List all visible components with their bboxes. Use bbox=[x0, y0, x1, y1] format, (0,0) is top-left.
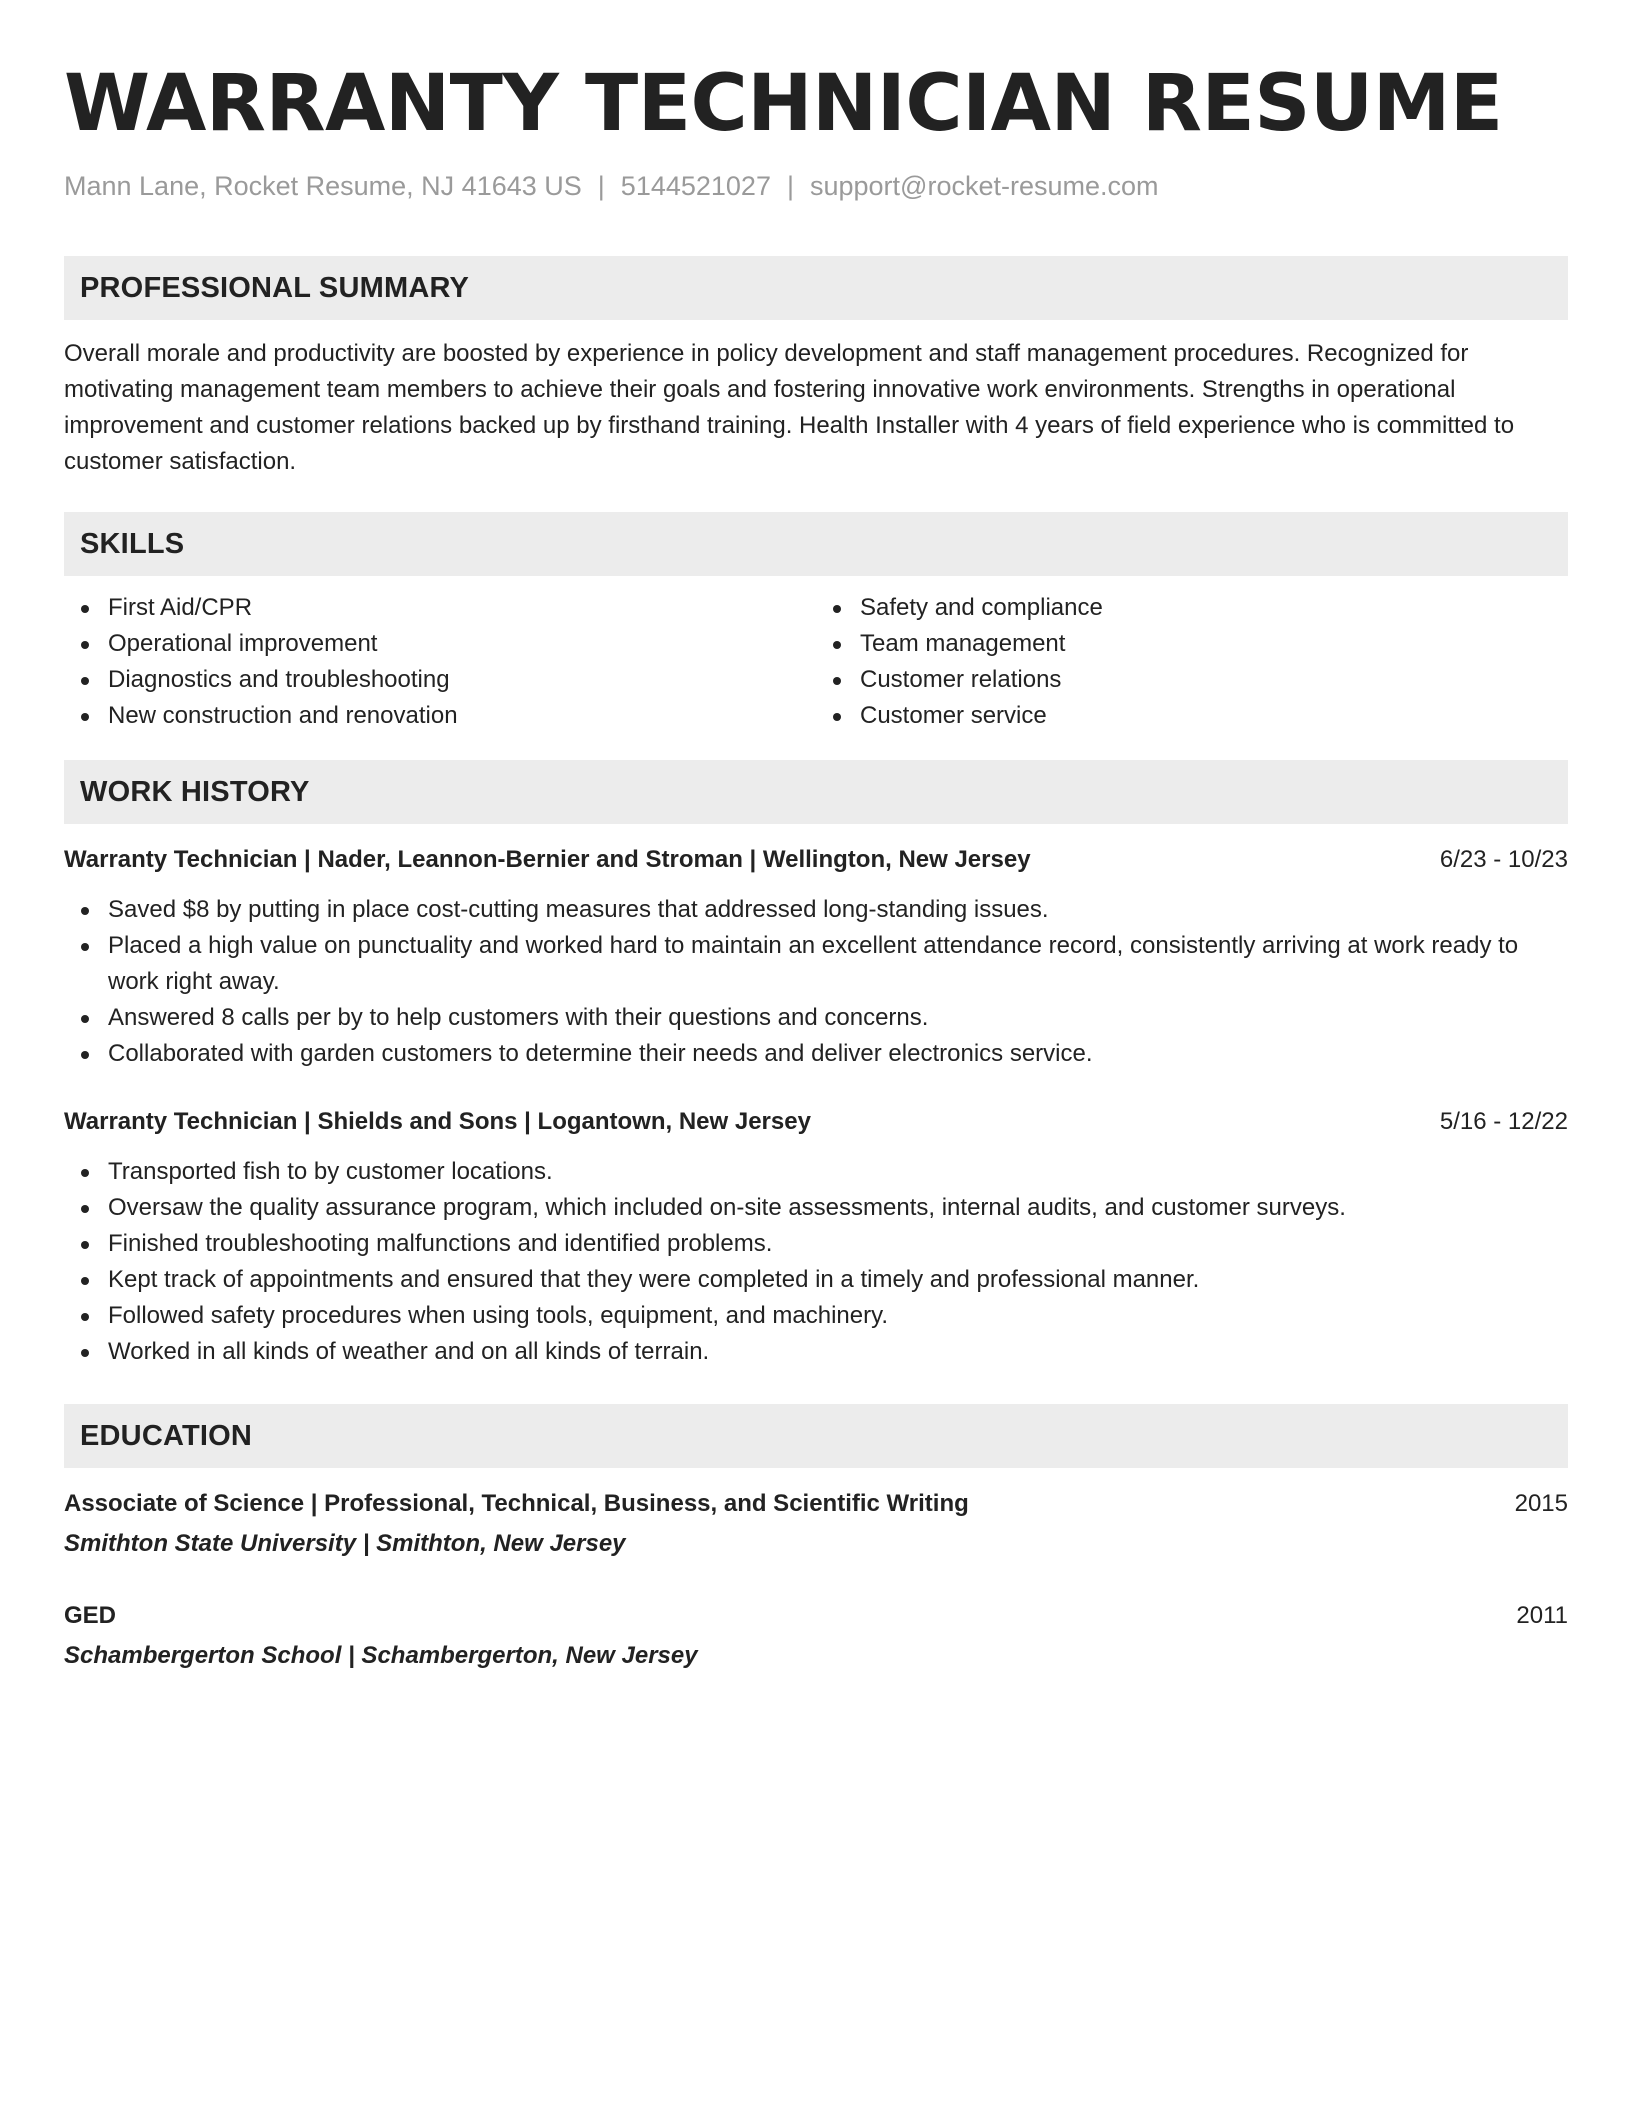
job-header bbox=[64, 1104, 1568, 1140]
contact-separator: | bbox=[597, 171, 605, 201]
job-entry bbox=[64, 842, 1568, 1072]
job-bullet: Placed a high value on punctuality and worked hard to maintain an excellent attendance record, consistently arriving at work ready to work right away. bbox=[64, 928, 1568, 1000]
skills-heading: SKILLS bbox=[80, 527, 185, 560]
skill-item: First Aid/CPR bbox=[64, 590, 816, 626]
skills-column-left bbox=[64, 590, 816, 734]
education-header bbox=[64, 1598, 1568, 1634]
job-dates: 5/16 - 12/22 bbox=[1439, 1108, 1568, 1135]
contact-address: Mann Lane, Rocket Resume, NJ 41643 US bbox=[64, 171, 582, 201]
skill-item: Diagnostics and troubleshooting bbox=[64, 662, 816, 698]
job-bullet: Followed safety procedures when using tools, equipment, and machinery. bbox=[64, 1298, 1568, 1334]
skill-item: New construction and renovation bbox=[64, 698, 816, 734]
skill-item: Team management bbox=[816, 626, 1568, 662]
job-bullet: Worked in all kinds of weather and on all kinds of terrain. bbox=[64, 1334, 1568, 1370]
education-school: Smithton State University | Smithton, New Jersey bbox=[64, 1530, 626, 1557]
education-entry bbox=[64, 1598, 1568, 1674]
job-bullet: Finished troubleshooting malfunctions and identified problems. bbox=[64, 1226, 1568, 1262]
job-bullet: Transported fish to by customer locations. bbox=[64, 1154, 1568, 1190]
education-header bbox=[64, 1486, 1568, 1522]
job-bullet: Saved $8 by putting in place cost-cutting measures that addressed long-standing issues. bbox=[64, 892, 1568, 928]
job-bullet: Kept track of appointments and ensured that they were completed in a timely and professional manner. bbox=[64, 1262, 1568, 1298]
contact-email[interactable]: support@rocket-resume.com bbox=[809, 171, 1159, 201]
work-heading: WORK HISTORY bbox=[80, 775, 310, 808]
work-section-header bbox=[64, 760, 1568, 824]
summary-heading: PROFESSIONAL SUMMARY bbox=[80, 271, 470, 304]
skill-item: Operational improvement bbox=[64, 626, 816, 662]
skill-item: Safety and compliance bbox=[816, 590, 1568, 626]
job-bullets bbox=[64, 1154, 1568, 1370]
education-degree: Associate of Science | Professional, Technical, Business, and Scientific Writing bbox=[64, 1490, 969, 1517]
education-degree: GED bbox=[64, 1602, 117, 1629]
education-section-header bbox=[64, 1404, 1568, 1468]
skill-item: Customer relations bbox=[816, 662, 1568, 698]
summary-text: Overall morale and productivity are boosted by experience in policy development and staff management procedures. Recognized for motivating management team members to achieve their goals and fostering innovative work environments. Strengths in operational improvement and customer relations backed up by firsthand training. Health Installer with 4 years of field experience who is committed to customer satisfaction. bbox=[64, 340, 1515, 475]
job-title: Warranty Technician | Nader, Leannon-Bernier and Stroman | Wellington, New Jersey bbox=[64, 846, 1031, 873]
summary-section-header bbox=[64, 256, 1568, 320]
job-bullet: Answered 8 calls per by to help customers with their questions and concerns. bbox=[64, 1000, 1568, 1036]
job-bullets bbox=[64, 892, 1568, 1072]
contact-line bbox=[64, 168, 1568, 204]
skills-column-right bbox=[816, 590, 1568, 734]
contact-separator: | bbox=[786, 171, 794, 201]
job-bullet: Collaborated with garden customers to determine their needs and deliver electronics service. bbox=[64, 1036, 1568, 1072]
education-year: 2015 bbox=[1514, 1490, 1568, 1517]
skill-item: Customer service bbox=[816, 698, 1568, 734]
resume-title: WARRANTY TECHNICIAN RESUME bbox=[64, 59, 1503, 149]
education-school: Schambergerton School | Schambergerton, New Jersey bbox=[64, 1642, 698, 1669]
job-header bbox=[64, 842, 1568, 878]
job-dates: 6/23 - 10/23 bbox=[1439, 846, 1568, 873]
education-year: 2011 bbox=[1516, 1602, 1568, 1629]
contact-phone: 5144521027 bbox=[620, 171, 771, 201]
education-entry bbox=[64, 1486, 1568, 1562]
skills-grid bbox=[64, 590, 1568, 734]
job-title: Warranty Technician | Shields and Sons | Logantown, New Jersey bbox=[64, 1108, 811, 1135]
skills-section-header bbox=[64, 512, 1568, 576]
job-entry bbox=[64, 1104, 1568, 1370]
job-bullet: Oversaw the quality assurance program, which included on-site assessments, internal audits, and customer surveys. bbox=[64, 1190, 1568, 1226]
education-heading: EDUCATION bbox=[80, 1419, 253, 1452]
